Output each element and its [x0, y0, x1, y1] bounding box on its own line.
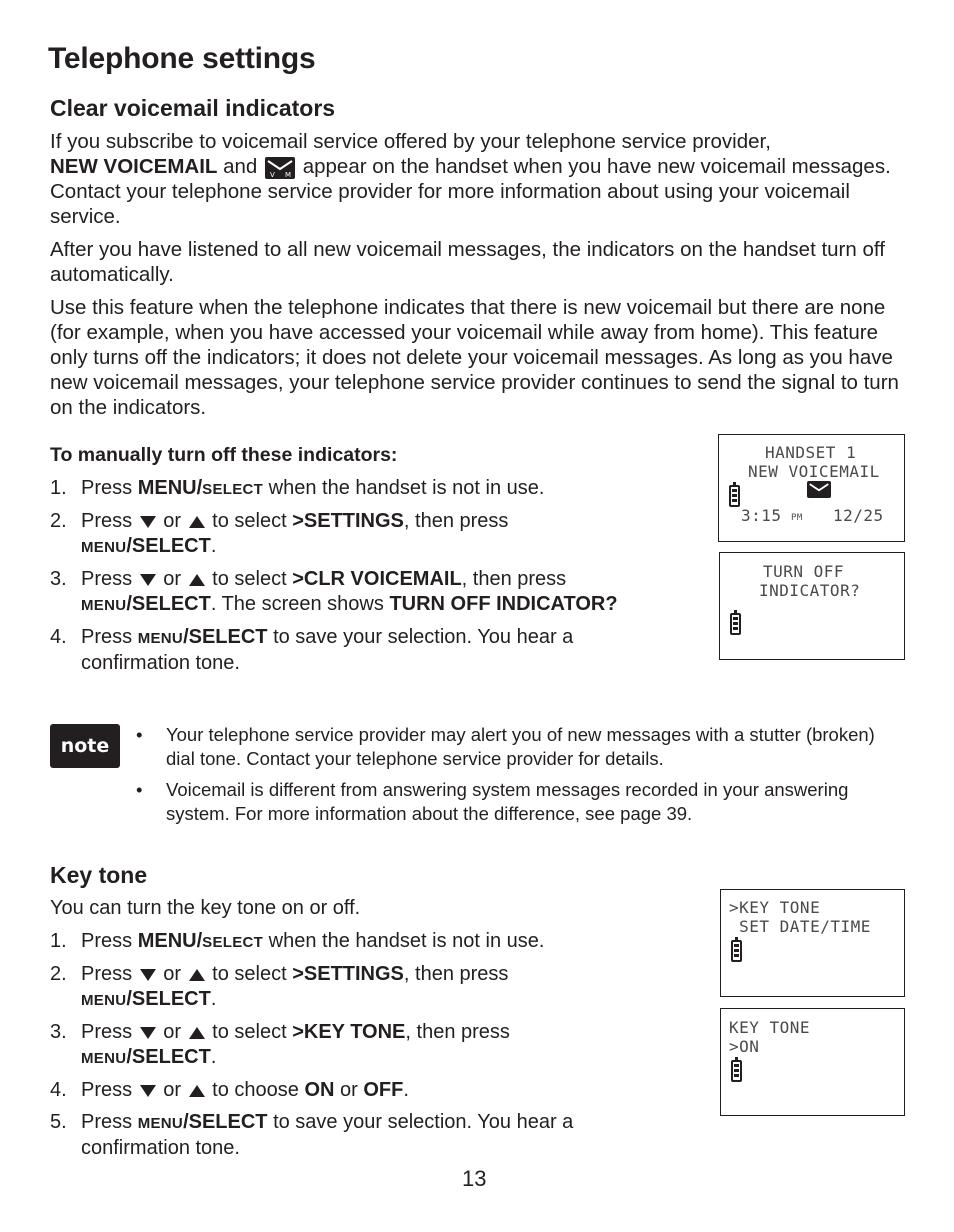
step-4	[50, 625, 670, 676]
note-text: Your telephone service provider may alert you of new messages with a stutter (broken) dial tone. Contact your telephone service provider for details.	[166, 724, 875, 769]
step-1	[50, 476, 670, 502]
page-title: Telephone settings	[48, 42, 316, 75]
text: appear on the handset when you have new voicemail messages. Contact your telephone service provider for more information about using your voicemail service.	[50, 155, 891, 228]
menu-option: >KEY TONE	[292, 1021, 406, 1043]
text: to select	[206, 510, 293, 532]
screen-time: 3:15	[741, 506, 782, 525]
text: Press	[81, 930, 138, 952]
svg-text:M: M	[285, 170, 292, 179]
steps-heading: To manually turn off these indicators:	[50, 444, 398, 466]
key-name: MENU	[137, 1115, 184, 1132]
screen-line: >KEY TONE	[729, 898, 821, 917]
up-arrow-icon	[189, 1085, 205, 1097]
step-1	[50, 929, 670, 955]
down-arrow-icon	[140, 574, 156, 586]
page-number: 13	[462, 1166, 487, 1191]
key-name: /SELECT	[126, 535, 211, 557]
step-number: 3.	[50, 568, 67, 590]
screen-line: >ON	[729, 1037, 760, 1056]
text: to save your selection. You hear a confirmation tone.	[81, 1111, 574, 1159]
key-name: MENU	[137, 630, 184, 647]
voicemail-envelope-icon	[807, 481, 831, 498]
step-4	[50, 1078, 670, 1103]
section-heading-voicemail: Clear voicemail indicators	[50, 95, 336, 121]
menu-option: >CLR VOICEMAIL	[292, 568, 462, 590]
paragraph-2: After you have listened to all new voicemail messages, the indicators on the handset turn off automatically.	[50, 238, 885, 286]
battery-icon	[729, 485, 740, 507]
text: or	[334, 1079, 364, 1101]
text: .	[210, 988, 217, 1010]
step-number: 4.	[50, 626, 67, 648]
text: .	[210, 535, 217, 557]
paragraph-1	[50, 129, 910, 229]
text: , then press	[405, 1021, 510, 1043]
step-number: 2.	[50, 510, 67, 532]
step-2	[50, 509, 670, 560]
voicemail-description	[50, 129, 910, 428]
text: when the handset is not in use.	[263, 477, 545, 499]
screen-line: SET DATE/TIME	[729, 917, 871, 936]
key-name: SELECT	[202, 934, 264, 951]
bullet: •	[136, 779, 143, 800]
text: or	[157, 1079, 187, 1101]
text: and	[217, 155, 264, 178]
key-name: MENU	[81, 597, 127, 614]
key-name: /SELECT	[126, 593, 211, 615]
step-2	[50, 962, 670, 1013]
key-tone-intro: You can turn the key tone on or off.	[50, 897, 361, 919]
key-tone-steps-list	[50, 929, 670, 1168]
note-text: Voicemail is different from answering system messages recorded in your answering system. For more information about the difference, see page 39.	[166, 779, 849, 824]
screen-line: HANDSET 1	[765, 443, 857, 462]
key-name: /SELECT	[126, 988, 211, 1010]
battery-icon	[731, 1060, 742, 1082]
text: Press	[81, 1021, 138, 1043]
key-name: /SELECT	[183, 626, 268, 648]
step-5	[50, 1110, 670, 1161]
text: to select	[206, 963, 293, 985]
handset-screen-new-voicemail	[718, 434, 905, 542]
up-arrow-icon	[189, 1027, 205, 1039]
text: to choose	[206, 1079, 305, 1101]
step-number: 5.	[50, 1111, 67, 1133]
menu-option: >SETTINGS	[292, 963, 404, 985]
text: , then press	[403, 510, 509, 532]
screen-line: KEY TONE	[729, 1018, 811, 1037]
text: Press	[81, 510, 138, 532]
paragraph-3: Use this feature when the telephone indicates that there is new voicemail but there are none (for example, when you have accessed your voicemail while away from home). This feature only turns off the indicators; it does not delete your voicemail messages. As long as you have new voicemail messages, your telephone service provider continues to send the signal to turn on the indicators.	[50, 296, 899, 419]
text: or	[157, 1021, 187, 1043]
text: .	[403, 1079, 409, 1101]
down-arrow-icon	[140, 969, 156, 981]
handset-screen-key-tone-on	[720, 1008, 905, 1116]
step-3	[50, 1020, 670, 1071]
screen-line: TURN OFF	[763, 562, 845, 581]
step-number: 1.	[50, 477, 67, 499]
section-heading-key-tone: Key tone	[50, 862, 148, 888]
up-arrow-icon	[189, 516, 205, 528]
step-number: 1.	[50, 930, 67, 952]
key-name: /SELECT	[183, 1111, 268, 1133]
text: Press	[81, 626, 138, 648]
text: , then press	[403, 963, 509, 985]
text: Press	[81, 1079, 138, 1101]
text: or	[157, 568, 187, 590]
screen-message: TURN OFF INDICATOR?	[389, 593, 618, 615]
screen-line: NEW VOICEMAIL	[748, 462, 880, 481]
key-name: MENU/	[137, 477, 203, 499]
battery-icon	[730, 613, 741, 635]
screen-line: INDICATOR?	[759, 581, 861, 600]
text: Press	[81, 1111, 138, 1133]
text: to select	[206, 1021, 293, 1043]
text: If you subscribe to voicemail service offered by your telephone service provider,	[50, 130, 771, 153]
voicemail-steps-list	[50, 476, 670, 683]
bullet: •	[136, 724, 143, 745]
option-on: ON	[304, 1079, 335, 1101]
battery-icon	[731, 940, 742, 962]
text: . The screen shows	[210, 593, 390, 615]
text: .	[210, 1046, 217, 1068]
voicemail-envelope-icon	[265, 157, 295, 179]
step-number: 4.	[50, 1079, 67, 1101]
text: to select	[206, 568, 293, 590]
text: Press	[81, 963, 138, 985]
screen-date: 12/25	[833, 506, 884, 525]
step-number: 3.	[50, 1021, 67, 1043]
text: to save your selection. You hear a confirmation tone.	[81, 626, 574, 674]
note-item	[136, 723, 906, 771]
down-arrow-icon	[140, 1085, 156, 1097]
text: when the handset is not in use.	[263, 930, 545, 952]
text: Press	[81, 568, 138, 590]
handset-screen-turn-off-indicator	[719, 552, 905, 660]
svg-text:V: V	[270, 170, 275, 179]
step-3	[50, 567, 670, 618]
key-name: SELECT	[202, 481, 264, 498]
key-name: MENU/	[137, 930, 203, 952]
key-name: /SELECT	[126, 1046, 211, 1068]
text: Press	[81, 477, 138, 499]
text: or	[157, 963, 187, 985]
key-name: MENU	[81, 539, 127, 556]
step-number: 2.	[50, 963, 67, 985]
key-name: MENU	[81, 992, 127, 1009]
key-name: MENU	[81, 1050, 127, 1067]
down-arrow-icon	[140, 516, 156, 528]
note-list	[136, 723, 906, 833]
down-arrow-icon	[140, 1027, 156, 1039]
screen-ampm: PM	[791, 513, 803, 523]
text: or	[157, 510, 187, 532]
handset-screen-key-tone-menu	[720, 889, 905, 997]
up-arrow-icon	[189, 969, 205, 981]
menu-option: >SETTINGS	[292, 510, 404, 532]
bold-text: NEW VOICEMAIL	[50, 155, 218, 178]
option-off: OFF	[363, 1079, 404, 1101]
text: , then press	[461, 568, 567, 590]
note-item	[136, 778, 906, 826]
up-arrow-icon	[189, 574, 205, 586]
note-badge: note	[50, 724, 120, 768]
